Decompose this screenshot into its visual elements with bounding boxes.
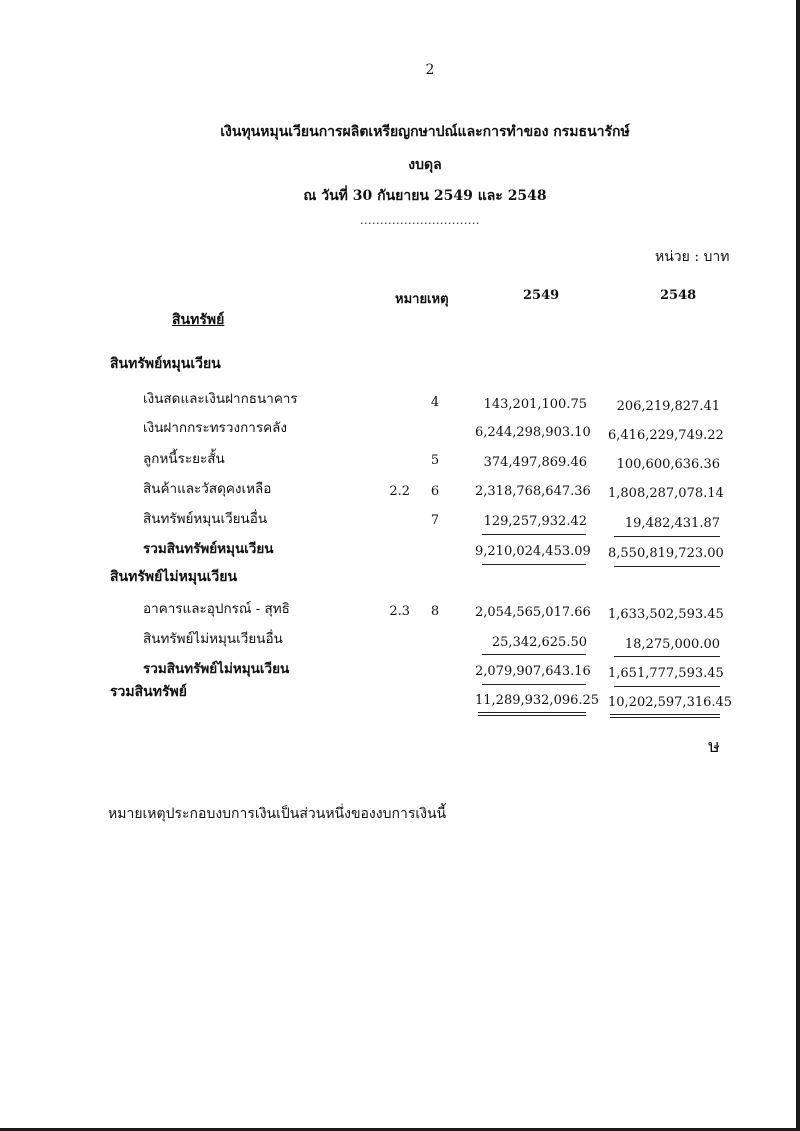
report-subtitle: งบดุล: [408, 157, 442, 173]
row-note: 8: [430, 604, 440, 619]
double-underline: [478, 712, 586, 713]
total-rule: [482, 684, 586, 685]
column-header-2549: 2549: [523, 288, 560, 303]
row-policy-ref: 2.3: [389, 604, 410, 619]
row-policy-ref: 2.2: [389, 484, 410, 499]
row-value-2548: 1,633,502,593.45: [608, 607, 724, 622]
row-note: 4: [430, 395, 440, 410]
subtotal-rule: [482, 654, 586, 655]
row-note: 6: [430, 484, 440, 499]
row-value-2549: 2,318,768,647.36: [475, 484, 591, 499]
row-label: สินค้าและวัสดุคงเหลือ: [143, 481, 272, 497]
page-number: 2: [425, 62, 435, 78]
row-value-2548: 206,219,827.41: [616, 399, 720, 414]
total-rule: [614, 566, 720, 567]
row-label: รวมสินทรัพย์หมุนเวียน: [143, 541, 274, 557]
row-value-2549: 6,244,298,903.10: [475, 425, 591, 440]
subtotal-rule: [482, 534, 586, 535]
report-title: เงินทุนหมุนเวียนการผลิตเหรียญกษาปณ์และการทำของ กรมธนารักษ์: [220, 124, 630, 140]
row-value-2549: 2,054,565,017.66: [475, 605, 591, 620]
row-value-2549: 9,210,024,453.09: [475, 544, 591, 559]
row-value-2548: 100,600,636.36: [616, 457, 720, 472]
row-label: เงินสดและเงินฝากธนาคาร: [143, 391, 298, 407]
row-value-2549: 129,257,932.42: [483, 514, 587, 529]
initial-mark: ษ: [708, 736, 720, 757]
row-label: รวมสินทรัพย์: [110, 684, 187, 700]
row-label: อาคารและอุปกรณ์ - สุทธิ: [143, 601, 290, 617]
assets-heading: สินทรัพย์: [172, 312, 225, 328]
double-underline: [610, 717, 720, 718]
row-value-2549: 2,079,907,643.16: [475, 664, 591, 679]
unit-label: หน่วย : บาท: [655, 249, 730, 265]
row-value-2549: 25,342,625.50: [491, 635, 587, 650]
row-label: ลูกหนี้ระยะสั้น: [143, 451, 225, 467]
row-label: รวมสินทรัพย์ไม่หมุนเวียน: [143, 661, 290, 677]
column-header-2548: 2548: [660, 288, 697, 303]
row-label: เงินฝากกระทรวงการคลัง: [143, 420, 287, 436]
row-label: สินทรัพย์ไม่หมุนเวียนอื่น: [143, 631, 283, 647]
row-value-2549: 11,289,932,096.25: [475, 693, 600, 708]
row-value-2548: 8,550,819,723.00: [608, 546, 724, 561]
double-underline: [610, 714, 720, 715]
report-date: ณ วันที่ 30 กันยายน 2549 และ 2548: [303, 188, 547, 204]
row-value-2548: 18,275,000.00: [624, 637, 720, 652]
title-separator: ..............................: [360, 214, 480, 227]
row-value-2549: 374,497,869.46: [483, 455, 587, 470]
row-note: 5: [430, 453, 440, 468]
column-header-note: หมายเหตุ: [395, 292, 449, 307]
subtotal-rule: [614, 536, 720, 537]
total-rule: [482, 564, 586, 565]
row-label: สินทรัพย์หมุนเวียนอื่น: [143, 511, 268, 527]
noncurrent-assets-heading: สินทรัพย์ไม่หมุนเวียน: [110, 569, 238, 585]
row-value-2548: 10,202,597,316.45: [608, 695, 733, 710]
current-assets-heading: สินทรัพย์หมุนเวียน: [110, 356, 221, 372]
row-value-2548: 6,416,229,749.22: [608, 428, 724, 443]
row-value-2549: 143,201,100.75: [483, 397, 587, 412]
footnote: หมายเหตุประกอบงบการเงินเป็นส่วนหนึ่งของงบการเงินนี้: [108, 806, 447, 822]
row-note: 7: [430, 513, 440, 528]
row-value-2548: 19,482,431.87: [624, 516, 720, 531]
row-value-2548: 1,651,777,593.45: [608, 666, 724, 681]
subtotal-rule: [614, 656, 720, 657]
row-value-2548: 1,808,287,078.14: [608, 486, 724, 501]
total-rule: [614, 686, 720, 687]
double-underline: [478, 715, 586, 716]
